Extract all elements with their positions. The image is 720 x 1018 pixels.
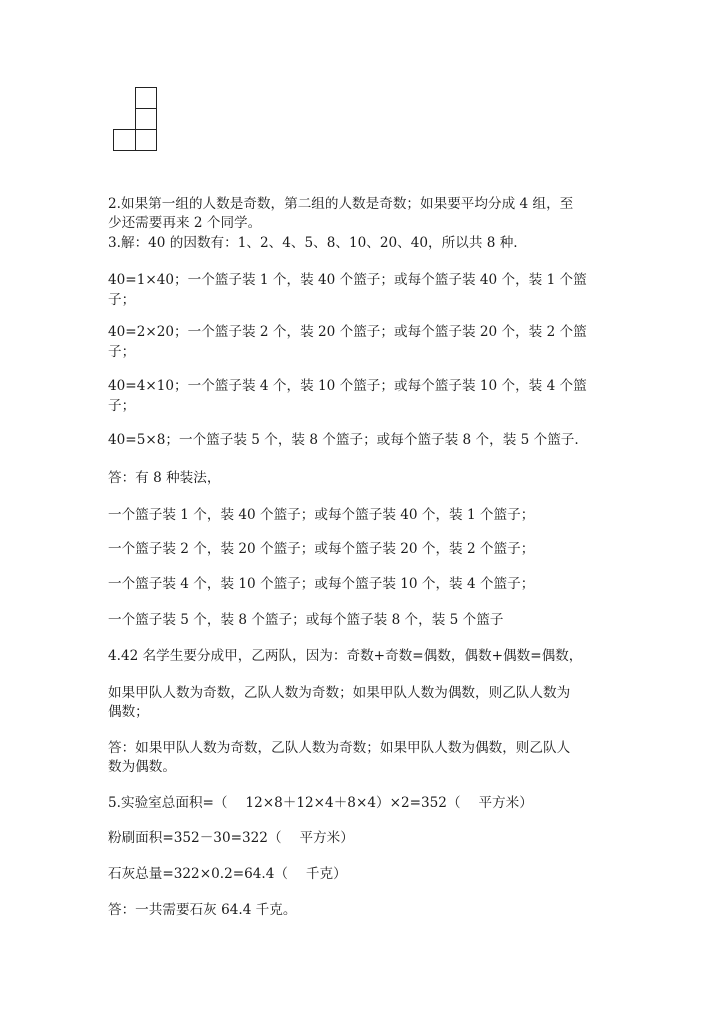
squares-figure xyxy=(112,87,158,153)
q3-answer-case1: 一个篮子装 1 个，装 40 个篮子；或每个篮子装 40 个，装 1 个篮子； xyxy=(108,507,535,523)
q5-line3: 石灰总量=322×0.2=64.4（ 千克） xyxy=(108,866,347,882)
q3-eq4: 40=5×8；一个篮子装 5 个，装 8 个篮子；或每个篮子装 8 个，装 5 个篮子. xyxy=(108,432,579,448)
q2-line2: 少还需要再来 2 个同学。 xyxy=(108,215,262,231)
squares-figure-svg xyxy=(112,87,158,153)
q3-eq2-line1: 40=2×20；一个篮子装 2 个，装 20 个篮子；或每个篮子装 20 个，装 2 个篮 xyxy=(108,324,587,340)
q3-eq3-line1: 40=4×10；一个篮子装 4 个，装 10 个篮子；或每个篮子装 10 个，装 4 个篮 xyxy=(108,378,587,394)
square-top xyxy=(136,88,157,109)
q2-line1: 2.如果第一组的人数是奇数，第二组的人数是奇数；如果要平均分成 4 组，至 xyxy=(108,196,574,212)
square-bottom-right xyxy=(136,130,157,151)
q5-line1: 5.实验室总面积=（ 12×8＋12×4＋8×4）×2=352（ 平方米） xyxy=(108,795,533,811)
q4-answer-line1: 答：如果甲队人数为奇数，乙队人数为奇数；如果甲队人数为偶数，则乙队人 xyxy=(108,740,571,756)
q3-intro: 3.解：40 的因数有：1、2、4、5、8、10、20、40，所以共 8 种. xyxy=(108,235,518,251)
square-bottom-left xyxy=(114,130,136,151)
q3-eq1-line2: 子； xyxy=(108,292,136,308)
square-middle xyxy=(136,109,157,130)
q3-answer-case4: 一个篮子装 5 个，装 8 个篮子；或每个篮子装 8 个，装 5 个篮子 xyxy=(108,612,504,628)
q4-answer-line2: 数为偶数。 xyxy=(108,759,176,775)
q3-eq2-line2: 子； xyxy=(108,344,136,360)
q3-answer-case2: 一个篮子装 2 个，装 20 个篮子；或每个篮子装 20 个，装 2 个篮子； xyxy=(108,541,535,557)
q5-answer: 答：一共需要石灰 64.4 千克。 xyxy=(108,902,297,918)
q3-answer: 答：有 8 种装法， xyxy=(108,470,221,486)
q5-line2: 粉刷面积=352－30=322（ 平方米） xyxy=(108,830,354,846)
q4-line1: 4.42 名学生要分成甲，乙两队，因为：奇数+奇数=偶数，偶数+偶数=偶数， xyxy=(108,648,583,664)
q3-eq3-line2: 子； xyxy=(108,398,136,414)
q3-eq1-line1: 40=1×40；一个篮子装 1 个，装 40 个篮子；或每个篮子装 40 个，装 1 个篮 xyxy=(108,272,587,288)
q4-line3: 偶数； xyxy=(108,704,149,720)
q4-line2: 如果甲队人数为奇数，乙队人数为奇数；如果甲队人数为偶数，则乙队人数为 xyxy=(108,685,571,701)
q3-answer-case3: 一个篮子装 4 个，装 10 个篮子；或每个篮子装 10 个，装 4 个篮子； xyxy=(108,576,535,592)
